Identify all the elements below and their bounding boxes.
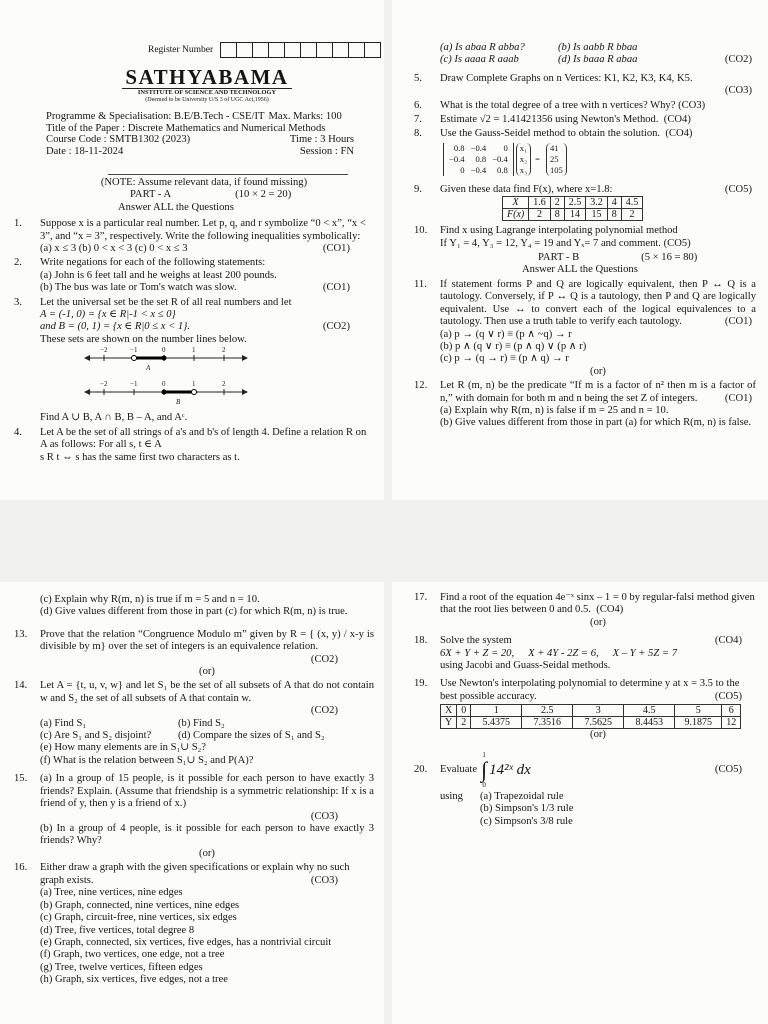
course-outcome: (CO2)	[724, 54, 752, 66]
part-a: (a) Trapezoidal rule	[480, 791, 564, 803]
question-text: Suppose x is a particular real number. Let p, q, and r symbolize “0 < x”, “x < 3”, and “x = 3”, respectively. Write the following inequalities symbolically:	[40, 218, 366, 242]
part-a: (a) Find S₁	[40, 717, 87, 729]
question-16	[14, 862, 374, 986]
option-c: (c) Is aaaa R aaab	[440, 54, 519, 66]
equation-system: 6X + Y + Z = 20, X + 4Y - 2Z = 6, X – Y + 5Z = 7	[440, 647, 677, 659]
course-outcome: (CO1)	[322, 282, 350, 294]
question-11	[414, 279, 756, 378]
or-separator: (or)	[199, 847, 215, 859]
question-number: 12.	[414, 380, 428, 392]
course-outcome: (CO4)	[665, 128, 693, 140]
tick-label: 1	[192, 346, 196, 355]
number-line-caption: These sets are shown on the number lines below.	[40, 333, 247, 345]
part-h: (h) Graph, six vertices, five edges, not a tree	[40, 974, 228, 986]
integral-sign: 1 ∫ 0	[481, 751, 488, 790]
course-outcome: (CO5)	[714, 763, 742, 775]
question-number: 18.	[414, 635, 428, 647]
question-text: Solve the system	[440, 635, 512, 647]
question-text: If statement forms P and Q are logically equivalent, then P ↔ Q is a tautology. Conversely, if P ↔ Q is a tautology, then P and Q are logically equivalent. Use ↔ to convert each of the logical equivalences to a tautology. Then use a truth table to verify each tautology.	[440, 278, 756, 328]
part-f: (f) Graph, two vertices, one edge, not a tree	[40, 949, 225, 961]
institute-name: INSTITUTE OF SCIENCE AND TECHNOLOGY	[122, 88, 292, 97]
question-text: Estimate √2 = 1.41421356 using Newton's Method.	[440, 114, 659, 126]
question-text: Let A be the set of all strings of a's and b's of length 4. Define a relation R on A as follows: For all s, t ∈ A	[40, 426, 367, 451]
course-outcome: (CO1)	[724, 316, 752, 328]
or-separator: (or)	[590, 728, 606, 740]
course-outcome: (CO2)	[310, 705, 338, 717]
options: (a) x ≤ 3 (b) 0 < x < 3 (c) 0 < x ≤ 3	[40, 243, 188, 255]
register-number	[148, 42, 381, 58]
exam-time: Time : 3 Hours	[289, 134, 354, 146]
course-outcome: (CO1)	[724, 392, 752, 404]
deemed-line: (Deemed to be University U/S 3 of UGC Act,1956)	[145, 97, 269, 103]
question-number: 17.	[414, 592, 428, 603]
tick-label: 0	[162, 380, 166, 389]
question-number: 4.	[14, 426, 22, 438]
lower-limit: 0	[482, 781, 486, 790]
question-text: Either draw a graph with the given specifications or explain why no such graph exists.	[40, 862, 350, 886]
course-code: Course Code : SMTB1302 (2023)	[46, 134, 191, 146]
part-b: (b) The bus was late or Tom's watch was slow.	[40, 282, 237, 294]
answer-all-a: Answer ALL the Questions	[118, 201, 234, 213]
data-table: X 1.6 2 2.5 3.2 4 4.5 F(x) 2 8 14 15 8 2	[502, 196, 643, 221]
gauss-seidel-system: 0.8 −0.4 0 −0.4 0.8 −0.4 0 −0.4 0.8 x₁ x₂ x₃ = 41 25 105	[440, 143, 756, 176]
course-outcome: (CO3)	[310, 810, 338, 822]
question-number: 9.	[414, 183, 422, 195]
question-8	[414, 128, 756, 177]
university-logo	[122, 66, 292, 104]
part-a: (a) In a group of 15 people, is it possible for each person to have exactly 3 friends? Explain. (Assume that friendship is a symmetric relationship: If x is a friend of y, then y is a friend of x.)	[40, 773, 374, 810]
set-a-definition: A = (-1, 0) = {x ∈ R|-1 < x ≤ 0}	[40, 309, 176, 321]
question-6	[414, 100, 756, 112]
question-19	[414, 678, 756, 741]
register-label: Register Number	[148, 45, 214, 55]
question-number: 8.	[414, 128, 422, 140]
question-number: 7.	[414, 114, 422, 126]
course-outcome: (CO2)	[322, 321, 350, 333]
note: (NOTE: Assume relevant data, if found missing)	[100, 177, 308, 188]
register-boxes	[221, 42, 381, 58]
question-1	[14, 218, 374, 255]
question-13	[14, 629, 374, 679]
part-d: (d) Compare the sizes of S₁ and S₂	[178, 730, 325, 742]
question-20	[414, 751, 756, 789]
exam-page-1-left	[0, 0, 384, 500]
question-9	[414, 184, 756, 221]
question-number: 5.	[414, 72, 422, 84]
label-b: B	[176, 398, 181, 407]
question-text: Use Newton's interpolating polynomial to determine y at x = 3.5 to the best possible accuracy.	[440, 678, 740, 702]
exam-date: Date : 18-11-2024	[46, 145, 124, 157]
part-e: (e) How many elements are in S₁∪ S₂?	[40, 742, 207, 754]
part-b: (b) Find S₂	[178, 717, 225, 729]
part-a: (a) Tree, nine vertices, nine edges	[40, 887, 183, 899]
tick-label: 2	[222, 380, 226, 389]
course-outcome: (CO5)	[714, 691, 742, 703]
or-separator: (or)	[199, 666, 215, 678]
tick-label: −2	[100, 346, 108, 355]
question-14-parts	[40, 718, 374, 743]
part-b: (b) Simpson's 1/3 rule	[480, 803, 574, 815]
part-b: (b) Graph, connected, nine vertices, nine edges	[40, 899, 240, 911]
part-d: (d) Tree, five vertices, total degree 8	[40, 924, 195, 936]
tick-label: 1	[192, 380, 196, 389]
question-4	[14, 427, 374, 464]
method: using Jacobi and Guass-Seidal methods.	[440, 660, 611, 672]
or-separator: (or)	[590, 616, 606, 628]
tick-label: 2	[222, 346, 226, 355]
course-outcome: (CO4)	[714, 635, 742, 647]
given-values: If Y₁ = 4, Y₃ = 12, Y₄ = 19 and Yₓ= 7 and comment.	[440, 237, 661, 249]
question-number: 3.	[14, 296, 22, 308]
course-outcome: (CO5)	[663, 237, 691, 249]
answer-all-b: Answer ALL the Questions	[522, 264, 638, 276]
question-10	[414, 225, 756, 250]
programme: Programme & Specialisation: B.E/B.Tech - CSE/IT	[46, 111, 265, 122]
exam-page-1-right	[392, 0, 768, 500]
option-a: (a) Is abaa R abba?	[440, 42, 525, 53]
tick-label: −1	[130, 380, 138, 389]
question-text: Write negations for each of the following statements:	[40, 257, 266, 269]
data-table: X 0 1 2.5 3 4.5 5 6 Y 2 5.4375 7.3516 7.5625 8.4453 9.1875 12	[440, 704, 741, 729]
upper-limit: 1	[482, 751, 486, 760]
set-b-definition: and B = (0, 1) = {x ∈ R|0 ≤ x < 1}.	[40, 321, 191, 333]
relation-definition: s R t ⇔ s has the same first two characters as t.	[40, 451, 240, 463]
question-number: 13.	[14, 628, 28, 640]
course-outcome: (CO4)	[663, 114, 691, 126]
part-a: (a) Explain why R(m, n) is false if m = 25 and n = 10.	[440, 404, 669, 416]
coefficient-matrix: 0.8 −0.4 0 −0.4 0.8 −0.4 0 −0.4 0.8	[443, 143, 514, 176]
or-separator: (or)	[590, 365, 606, 377]
part-c: (c) Are S₁ and S₂ disjoint?	[40, 730, 152, 742]
question-number: 20.	[414, 763, 428, 775]
question-text: Given these data find F(x), where x=1.8:	[440, 183, 613, 195]
paper-title: Title of the Paper : Discrete Mathematics and Numerical Methods	[46, 122, 326, 134]
variable-vector: x₁ x₂ x₃	[516, 143, 531, 176]
rhs-vector: 41 25 105	[546, 143, 567, 176]
course-outcome: (CO5)	[724, 183, 752, 195]
question-number: 11.	[414, 278, 427, 290]
question-text: Draw Complete Graphs on n Vertices: K1, K2, K3, K4, K5.	[440, 72, 693, 84]
part-c: (c) Graph, circuit-free, nine vertices, six edges	[40, 912, 237, 924]
part-b-title: PART - B	[538, 252, 580, 264]
question-number: 6.	[414, 99, 422, 111]
question-number: 10.	[414, 225, 428, 237]
question-text: Find x using Lagrange interpolating polynomial method	[440, 225, 678, 237]
question-20-methods	[414, 791, 756, 828]
question-number: 1.	[14, 218, 22, 230]
question-18	[414, 635, 756, 672]
question-5	[414, 73, 756, 98]
part-a: (a) p → (q ∨ r) ≡ (p ∧ ~q) → r	[440, 328, 572, 340]
question-task: Find A ∪ B, A ∩ B, B – A, and Aᶜ.	[40, 412, 188, 424]
question-number: 2.	[14, 257, 22, 269]
course-outcome: (CO3)	[724, 85, 752, 97]
part-c: (c) p → (q → r) ≡ (p ∧ q) → r	[440, 353, 569, 365]
question-3	[14, 297, 374, 425]
part-a-marks: (10 × 2 = 20)	[235, 189, 292, 201]
part-a: (a) John is 6 feet tall and he weighs at least 200 pounds.	[40, 269, 277, 281]
part-b: (b) In a group of 4 people, is it possible for each person to have exactly 3 friends? Why?	[40, 822, 374, 847]
part-e: (e) Graph, connected, six vertices, five edges, has a nontrivial circuit	[40, 936, 332, 948]
question-number: 16.	[14, 862, 28, 874]
part-b: (b) Give values different from those in part (a) for which R(m, n) is false.	[440, 417, 752, 429]
question-12-continued	[14, 594, 374, 619]
integrand: 14²ˣ dx	[489, 761, 531, 778]
max-marks: Max. Marks: 100	[268, 111, 342, 122]
question-4-options	[414, 42, 756, 67]
part-d: (d) Give values different from those in part (c) for which R(m, n) is true.	[40, 606, 348, 618]
exam-page-2-left	[0, 582, 384, 1024]
part-b: (b) p ∧ (q ∨ r) ≡ (p ∧ q) ∨ (p ∧ r)	[440, 340, 587, 352]
using-label: using	[440, 791, 463, 803]
question-text: Prove that the relation “Congruence Modulo m” given by R = { (x, y) / x-y is divisible by m} over the set of integers is an equivalence relation.	[40, 628, 374, 653]
question-text: Find a root of the equation 4e⁻ˣ sinx – 1 = 0 by regular-falsi method given that the root lies between 0 and 0.5.	[440, 592, 755, 616]
question-text: Let R (m, n) be the predicate “If m is a factor of n² then m is a factor of n,” with domain for both m and n being the set Z of integers.	[440, 380, 756, 404]
part-b-header	[414, 252, 756, 264]
course-outcome: (CO3)	[310, 874, 338, 886]
tick-label: −1	[130, 346, 138, 355]
question-number: 15.	[14, 773, 28, 785]
part-a-title: PART - A	[130, 189, 172, 201]
question-12	[414, 380, 756, 430]
question-text: Use the Gauss-Seidel method to obtain the solution.	[440, 128, 661, 140]
question-number: 14.	[14, 680, 28, 692]
part-b-marks: (5 × 16 = 80)	[641, 252, 698, 264]
evaluate-label: Evaluate	[440, 763, 478, 775]
part-g: (g) Tree, twelve vertices, fifteen edges	[40, 961, 203, 973]
exam-page-2-right	[392, 582, 768, 1024]
exam-info	[46, 111, 366, 157]
course-outcome: (CO3)	[678, 99, 706, 111]
tick-label: 0	[162, 346, 166, 355]
option-b: (b) Is aabb R bbaa	[558, 42, 638, 53]
course-outcome: (CO4)	[596, 604, 624, 616]
label-a: A	[146, 364, 151, 373]
part-c: (c) Explain why R(m, n) is true if m = 5 and n = 10.	[40, 594, 260, 605]
tick-label: −2	[100, 380, 108, 389]
course-outcome: (CO2)	[310, 653, 338, 665]
course-outcome: (CO1)	[322, 243, 350, 255]
question-15	[14, 773, 374, 860]
question-text: Let the universal set be the set R of all real numbers and let	[40, 296, 292, 308]
part-c: (c) Simpson's 3/8 rule	[480, 815, 573, 827]
question-text: What is the total degree of a tree with n vertices? Why?	[440, 99, 676, 111]
question-17	[414, 592, 756, 629]
divider	[108, 174, 348, 175]
question-number: 19.	[414, 678, 428, 690]
university-name: SATHYABAMA	[125, 65, 289, 89]
question-2	[14, 257, 374, 294]
option-d: (d) Is baaa R abaa	[558, 54, 638, 66]
part-f: (f) What is the relation between S₁∪ S₂ and P(A)?	[40, 754, 254, 766]
question-7	[414, 114, 756, 126]
exam-session: Session : FN	[299, 145, 354, 157]
question-14	[14, 680, 374, 767]
number-lines	[84, 346, 284, 412]
question-text: Let A = {t, u, v, w} and let S₁ be the set of all subsets of A that do not contain w and S₂ the set of all subsets of A that contain w.	[40, 680, 374, 704]
